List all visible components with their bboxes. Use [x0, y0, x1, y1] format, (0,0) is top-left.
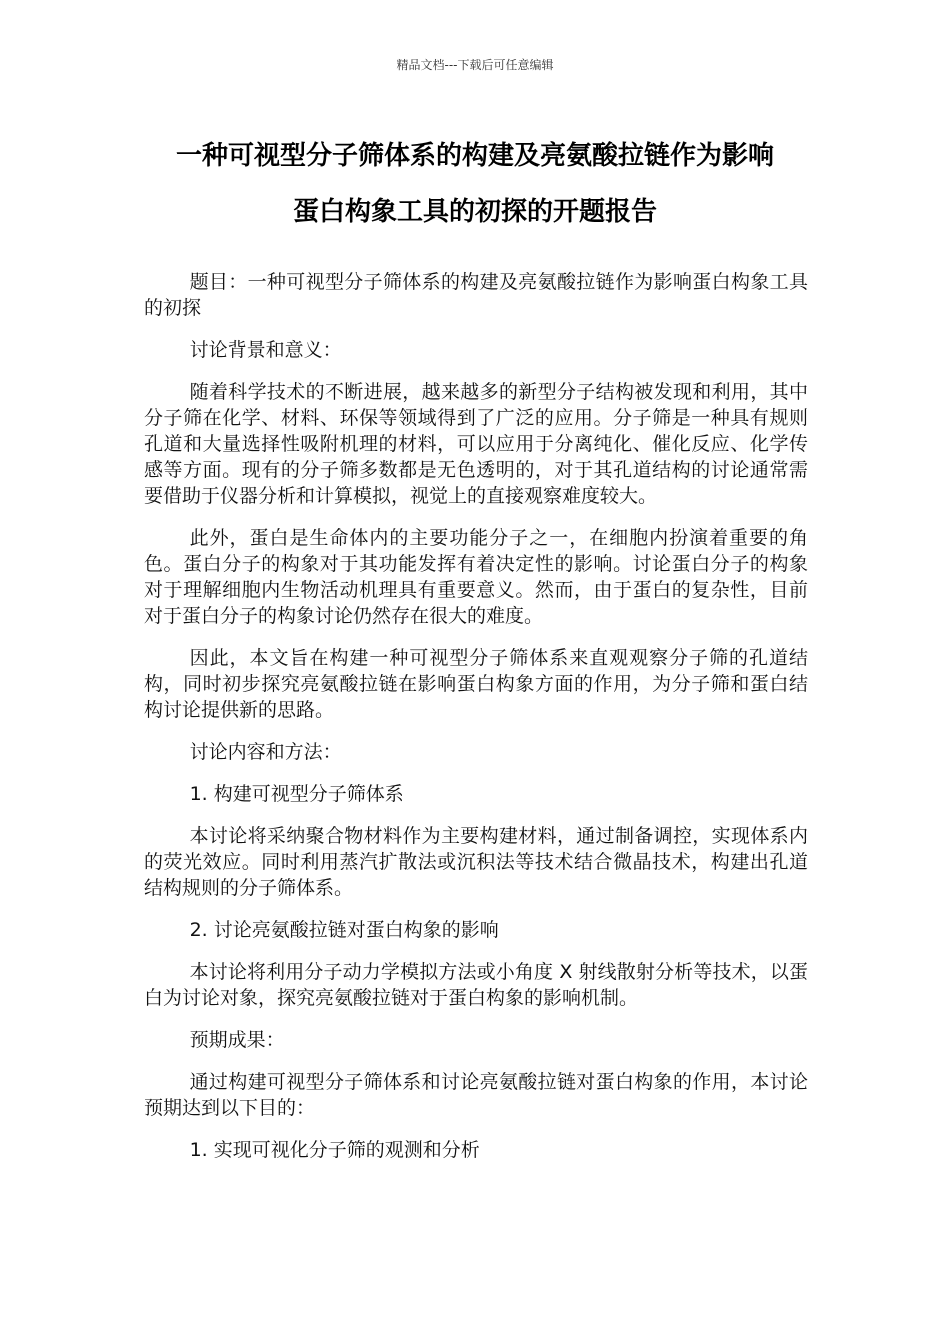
- running-header: 精品文档---下载后可任意编辑: [396, 58, 554, 72]
- item-result-1: 1. 实现可视化分子筛的观测和分析: [189, 1139, 480, 1161]
- paragraph-expected-results: 通过构建可视型分子筛体系和讨论亮氨酸拉链对蛋白构象的作用，本讨论预期达到以下目的：: [144, 1071, 808, 1119]
- heading-expected-results: 预期成果：: [189, 1029, 285, 1051]
- document-title-line-2: 蛋白构象工具的初探的开题报告: [292, 197, 657, 227]
- paragraph-background-1: 随着科学技术的不断进展，越来越多的新型分子结构被发现和利用，其中分子筛在化学、材料、环保等领域得到了广泛的应用。分子筛是一种具有规则孔道和大量选择性吸附机理的材料，可以应用于分离纯化、催化反应、化学传感等方面。现有的分子筛多数都是无色透明的，对于其孔道结构的讨论通常需要借助于仪器分析和计算模拟，视觉上的直接观察难度较大。: [144, 381, 808, 507]
- paragraph-method-1: 本讨论将采纳聚合物材料作为主要构建材料，通过制备调控，实现体系内的荧光效应。同时利用蒸汽扩散法或沉积法等技术结合微晶技术，构建出孔道结构规则的分子筛体系。: [144, 825, 808, 899]
- paragraph-method-2: 本讨论将利用分子动力学模拟方法或小角度 X 射线散射分析等技术，以蛋白为讨论对象，探究亮氨酸拉链对于蛋白构象的影响机制。: [144, 961, 808, 1009]
- document-title-line-1: 一种可视型分子筛体系的构建及亮氨酸拉链作为影响: [175, 141, 774, 171]
- heading-background: 讨论背景和意义：: [189, 339, 342, 361]
- paragraph-background-2: 此外，蛋白是生命体内的主要功能分子之一，在细胞内扮演着重要的角色。蛋白分子的构象对于其功能发挥有着决定性的影响。讨论蛋白分子的构象对于理解细胞内生物活动机理具有重要意义。然而，由于蛋白的复杂性，目前对于蛋白分子的构象讨论仍然存在很大的难度。: [144, 527, 808, 627]
- heading-methods: 讨论内容和方法：: [189, 741, 342, 763]
- paragraph-topic: 题目：一种可视型分子筛体系的构建及亮氨酸拉链作为影响蛋白构象工具的初探: [144, 271, 808, 319]
- paragraph-background-3: 因此，本文旨在构建一种可视型分子筛体系来直观观察分子筛的孔道结构，同时初步探究亮氨酸拉链在影响蛋白构象方面的作用，为分子筛和蛋白结构讨论提供新的思路。: [144, 647, 808, 721]
- item-method-1: 1. 构建可视型分子筛体系: [189, 783, 404, 805]
- item-method-2: 2. 讨论亮氨酸拉链对蛋白构象的影响: [189, 919, 499, 941]
- document-body: [144, 269, 808, 1179]
